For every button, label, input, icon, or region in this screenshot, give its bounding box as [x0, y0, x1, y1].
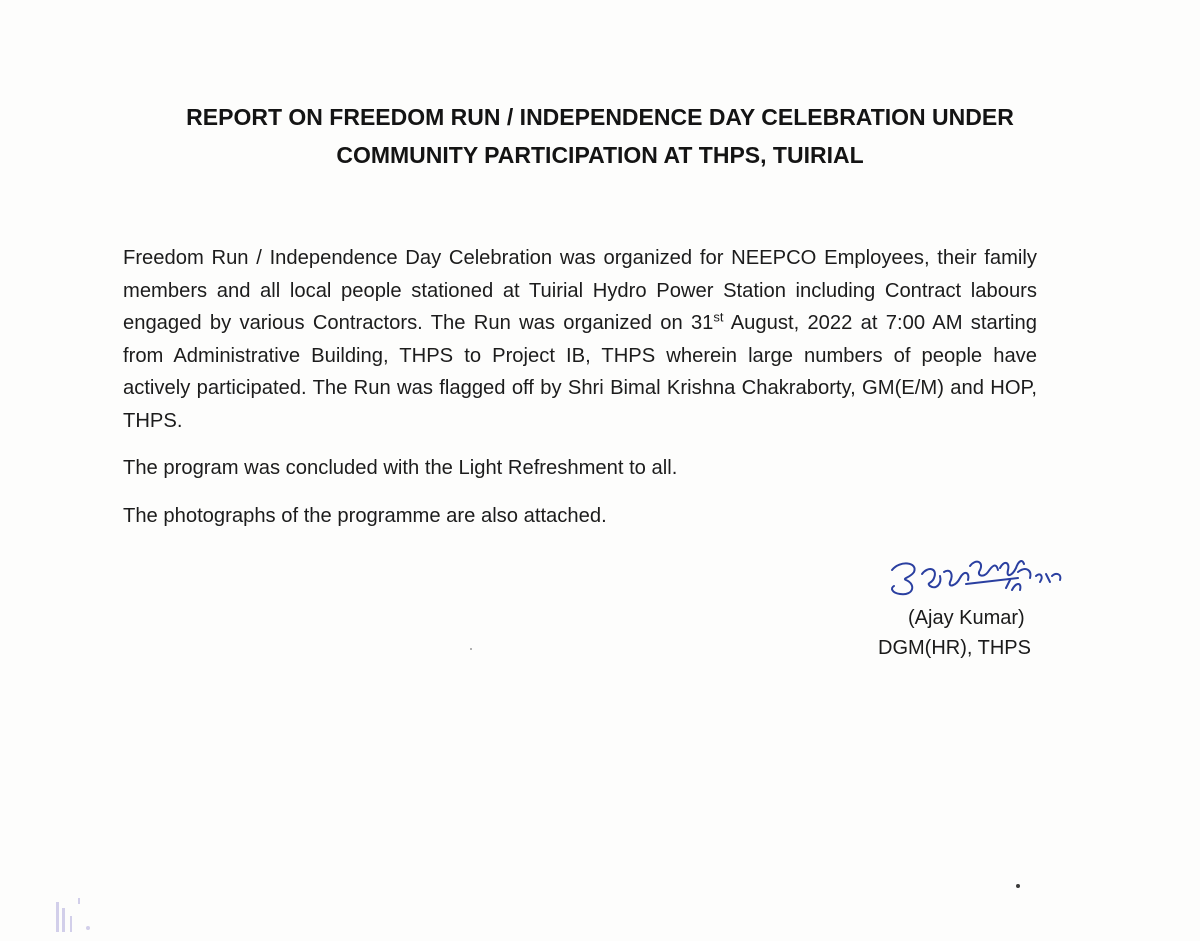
paragraph-photographs: The photographs of the programme are also attached.: [123, 504, 607, 527]
ordinal-suffix: st: [713, 309, 724, 325]
report-title-line-2: COMMUNITY PARTICIPATION AT THPS, TUIRIAL: [336, 142, 864, 168]
paragraph-text-part-1: Freedom Run / Independence Day Celebration was organized for NEEPCO Employees, their family members and all local people stationed at Tuirial Hydro Power Station including Contract labours engaged by various Contractors. The Run was organized on 31: [123, 247, 1037, 334]
report-body: [123, 242, 1037, 547]
scan-speck: [470, 648, 472, 650]
paragraph-conclusion: The program was concluded with the Light Refreshment to all.: [123, 457, 678, 479]
report-title-line-1: REPORT ON FREEDOM RUN / INDEPENDENCE DAY CELEBRATION UNDER: [186, 104, 1014, 130]
signer-designation: DGM(HR), THPS: [878, 637, 1031, 659]
signature-block: [860, 548, 1100, 668]
paragraph-event-description: [123, 242, 1037, 437]
paragraph-text-part-2: August, 2022 at 7:00 AM starting from Administrative Building, THPS to Project IB, THPS wherein large numbers of people have actively participated. The Run was flagged off by Shri Bimal Krishna Chakraborty, GM(E/M) and HOP, THPS.: [123, 312, 1037, 432]
scan-speck: [1016, 884, 1020, 888]
report-title: [120, 98, 1080, 174]
scan-ink-smudge: [48, 888, 118, 938]
signer-name: (Ajay Kumar): [908, 607, 1025, 629]
